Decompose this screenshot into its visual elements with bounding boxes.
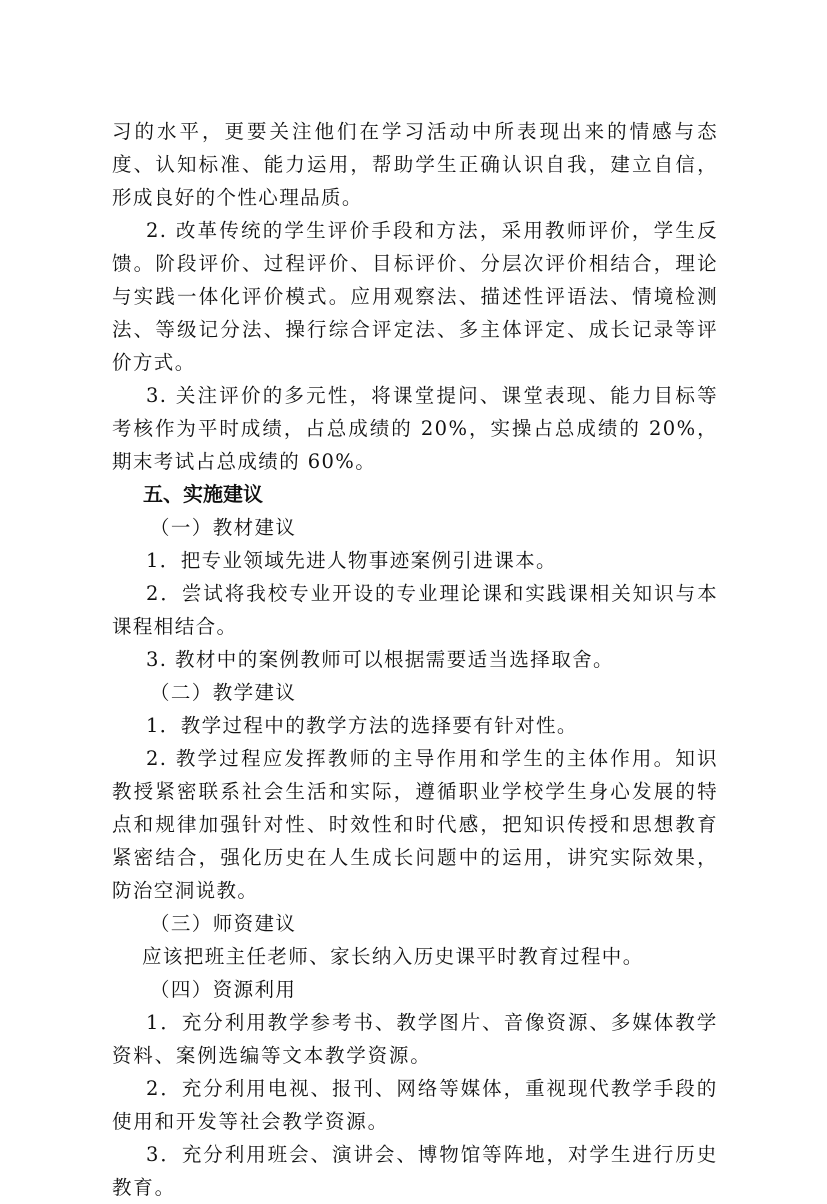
paragraph-evaluation-diversity: 3. 关注评价的多元性，将课堂提问、课堂表现、能力目标等考核作为平时成绩，占总成绩的 20%，实操占总成绩的 20%，期末考试占总成绩的 60%。: [112, 384, 718, 473]
document-page: [112, 115, 718, 1204]
textbook-item-2: 2．尝试将我校专业开设的专业理论课和实践课相关知识与本课程相结合。: [112, 582, 718, 638]
subsection-heading-teachers: （三）师资建议: [150, 912, 297, 935]
paragraph-evaluation-method: 2. 改革传统的学生评价手段和方法，采用教师评价，学生反馈。阶段评价、过程评价、目标评价、分层次评价相结合，理论与实践一体化评价模式。应用观察法、描述性评语法、情境检测法、等级记分法、操行综合评定法、多主体评定、成长记录等评价方式。: [112, 219, 718, 374]
section-heading-implementation: 五、实施建议: [143, 482, 263, 506]
subsection-heading-textbook: （一）教材建议: [150, 516, 297, 539]
resources-item-3: 3．充分利用班会、演讲会、博物馆等阵地，对学生进行历史教育。: [112, 1143, 718, 1199]
teaching-item-2: 2. 教学过程应发挥教师的主导作用和学生的主体作用。知识教授紧密联系社会生活和实际，遵循职业学校学生身心发展的特点和规律加强针对性、时效性和时代感，把知识传授和思想教育紧密结合，强化历史在人生成长问题中的运用，讲究实际效果，防治空洞说教。: [112, 747, 718, 902]
resources-item-1: 1．充分利用教学参考书、教学图片、音像资源、多媒体教学资料、案例选编等文本教学资源。: [112, 1011, 718, 1067]
textbook-item-1: 1．把专业领域先进人物事迹案例引进课本。: [146, 549, 557, 572]
resources-item-2: 2．充分利用电视、报刊、网络等媒体，重视现代教学手段的使用和开发等社会教学资源。: [112, 1077, 718, 1133]
teaching-item-1: 1．教学过程中的教学方法的选择要有针对性。: [146, 714, 578, 737]
subsection-heading-teaching: （二）教学建议: [150, 681, 297, 704]
textbook-item-3: 3. 教材中的案例教师可以根据需要适当选择取舍。: [146, 648, 614, 671]
paragraph-evaluation-continued: 习的水平，更要关注他们在学习活动中所表现出来的情感与态度、认知标准、能力运用，帮助学生正确认识自我，建立自信，形成良好的个性心理品质。: [112, 120, 718, 209]
teachers-item-1: 应该把班主任老师、家长纳入历史课平时教育过程中。: [142, 945, 644, 968]
subsection-heading-resources: （四）资源利用: [150, 978, 297, 1001]
